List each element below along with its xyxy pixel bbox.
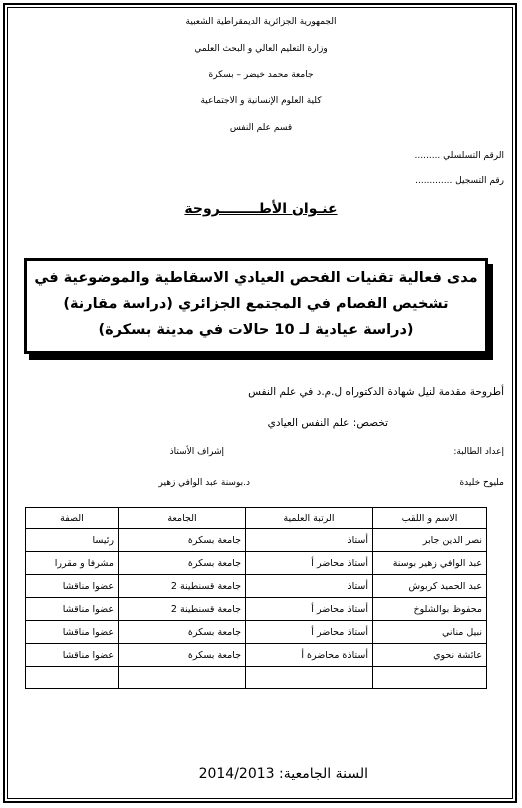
table-row (26, 598, 487, 621)
jury-header-university: الجامعة (119, 508, 246, 529)
jury-role: عضوا مناقشا (26, 598, 119, 621)
jury-university: جامعة قسنطينة 2 (119, 575, 246, 598)
jury-name: عبد الوافي زهير بوسنة (373, 552, 487, 575)
jury-role: عضوا مناقشا (26, 575, 119, 598)
thesis-title-line-2: تشخيص الفصام في المجتمع الجزائري (دراسة مقارنة) (63, 296, 449, 312)
jury-rank: أستاذ محاضر أ (246, 552, 373, 575)
thesis-title-box (24, 258, 488, 354)
degree-line: أطروحة مقدمة لنيل شهادة الدكتوراه ل.م.د في علم النفس (248, 386, 504, 398)
department-name: قسم علم النفس (229, 123, 293, 133)
faculty-name: كلية العلوم الإنسانية و الاجتماعية (200, 96, 322, 106)
ministry-name: وزارة التعليم العالي و البحث العلمي (194, 44, 328, 54)
jury-rank: أستاذ محاضر أ (246, 598, 373, 621)
jury-university: جامعة بسكرة (119, 621, 246, 644)
jury-name: عائشة نحوي (373, 644, 487, 667)
jury-role: رئيسا (26, 529, 119, 552)
jury-role: عضوا مناقشا (26, 644, 119, 667)
thesis-title (27, 265, 485, 343)
jury-rank: أستاذ (246, 529, 373, 552)
jury-table-header (26, 508, 487, 529)
jury-rank: أستاذ (246, 575, 373, 598)
specialty: تخصص: علم النفس العيادي (267, 417, 388, 429)
table-row (26, 529, 487, 552)
table-row (26, 644, 487, 667)
table-row (26, 575, 487, 598)
academic-year: السنة الجامعية: 2014/2013 (198, 766, 368, 782)
table-row (26, 621, 487, 644)
jury-university: جامعة قسنطينة 2 (119, 598, 246, 621)
registration-number: رقم التسجيل ............. (415, 176, 504, 186)
jury-name: محفوظ بوالشلوخ (373, 598, 487, 621)
jury-university: جامعة بسكرة (119, 644, 246, 667)
jury-rank: أستاذة محاضرة أ (246, 644, 373, 667)
jury-role: عضوا مناقشا (26, 621, 119, 644)
thesis-title-line-3: (دراسة عيادية لـ 10 حالات في مدينة بسكرة) (98, 322, 414, 338)
jury-header-role: الصفة (26, 508, 119, 529)
jury-name: نصر الدين جابر (373, 529, 487, 552)
student-name: مليوح خليدة (459, 478, 504, 488)
jury-header-rank: الرتبة العلمية (246, 508, 373, 529)
thesis-heading: عنـوان الأطــــــــروحة (184, 201, 338, 217)
table-row (26, 552, 487, 575)
jury-table (25, 507, 487, 689)
jury-header-name: الاسم و اللقب (373, 508, 487, 529)
serial-number: الرقم التسلسلي ......... (414, 151, 504, 161)
jury-university: جامعة بسكرة (119, 529, 246, 552)
jury-name: عبد الحميد كربوش (373, 575, 487, 598)
jury-name: نبيل مناني (373, 621, 487, 644)
jury-university: جامعة بسكرة (119, 552, 246, 575)
table-row-empty (26, 667, 487, 689)
prepared-by-label: إعداد الطالبة: (453, 447, 504, 457)
university-name: جامعة محمد خيضر – بسكرة (208, 70, 314, 80)
jury-rank: أستاذ محاضر أ (246, 621, 373, 644)
supervisor-name: د.بوسنة عبد الوافي زهير (158, 478, 250, 488)
thesis-title-line-1: مدى فعالية تقنيات الفحص العيادي الاسقاطية والموضوعية في (34, 270, 478, 286)
supervision-label: إشراف الأستاذ (169, 447, 224, 457)
jury-role: مشرفا و مقررا (26, 552, 119, 575)
republic-name: الجمهورية الجزائرية الديمقراطية الشعبية (185, 17, 337, 27)
